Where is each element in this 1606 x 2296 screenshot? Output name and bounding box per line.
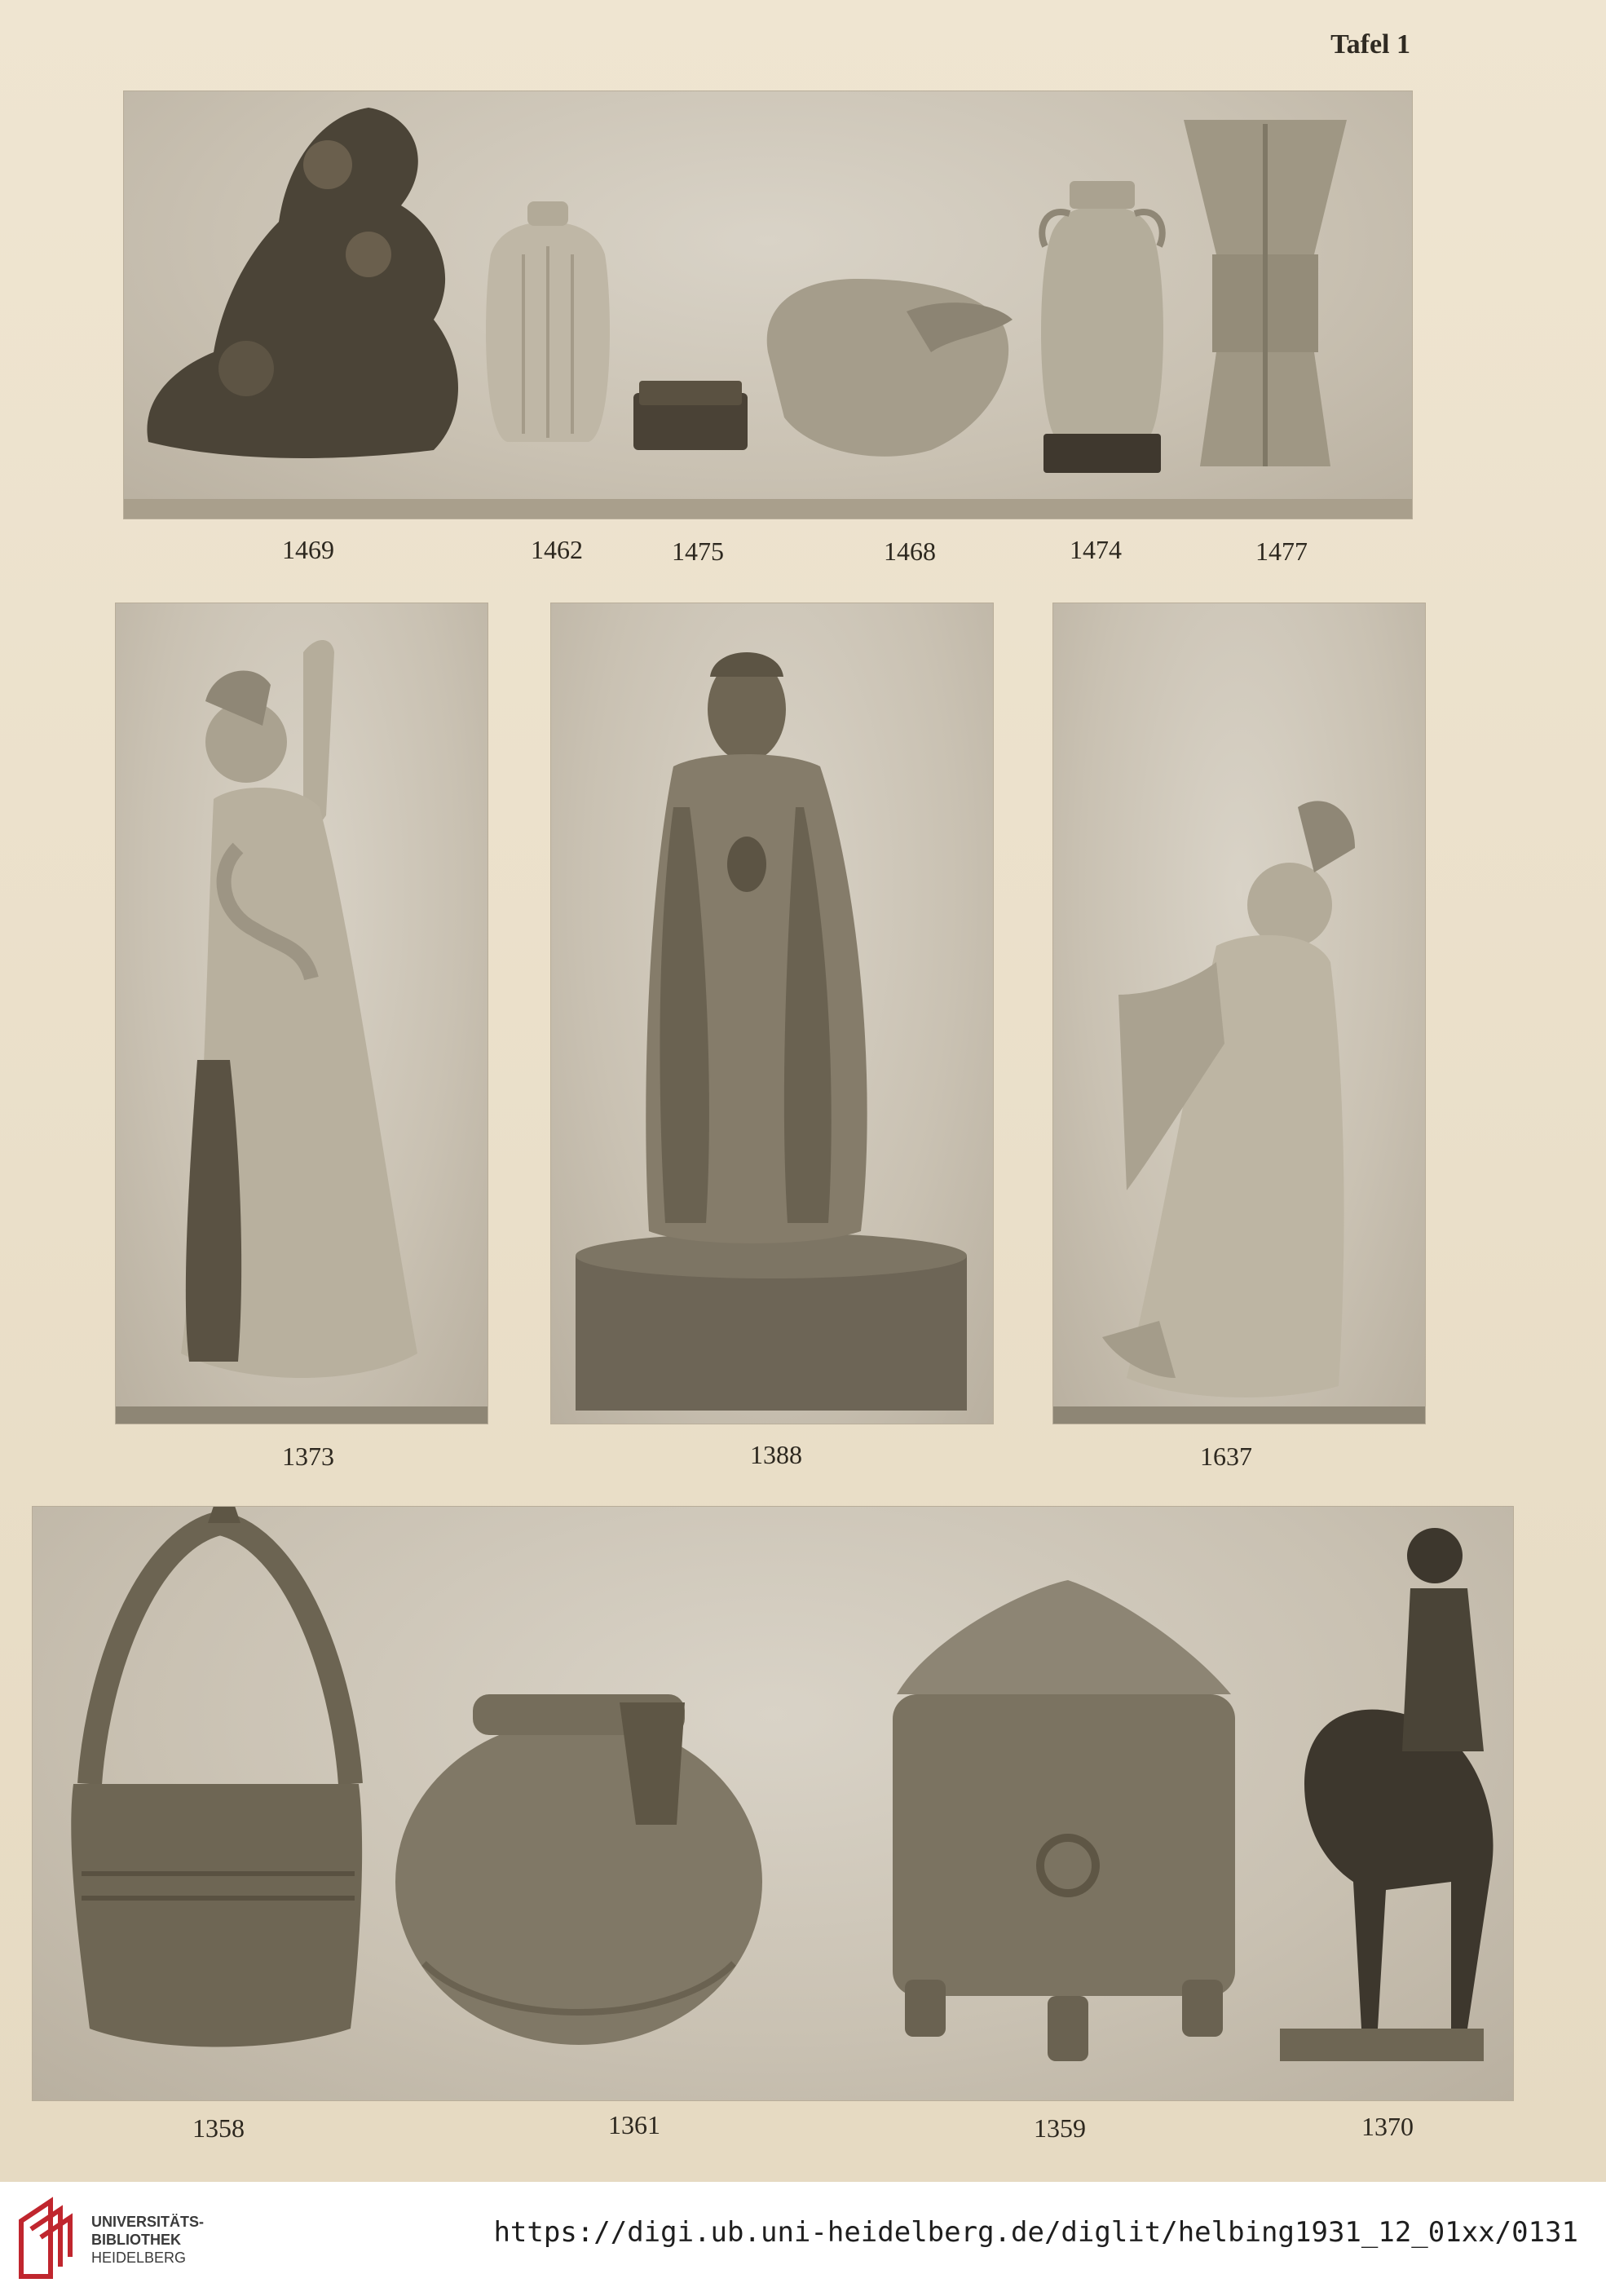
photo-row-3 [33, 1507, 1513, 2100]
horse-and-rider-1370 [1280, 1528, 1493, 2061]
standing-figure-1388 [551, 603, 993, 1424]
jar-1361 [395, 1694, 762, 2045]
library-footer [0, 2182, 1606, 2296]
caption-1358: 1358 [192, 2113, 245, 2143]
caption-1359: 1359 [1034, 2113, 1086, 2143]
caption-1370: 1370 [1361, 2112, 1414, 2141]
objects-row-3-illustration [33, 1507, 1513, 2100]
handled-vessel-1358 [71, 1507, 362, 2047]
caption-1462: 1462 [531, 535, 583, 564]
caption-1388: 1388 [750, 1440, 802, 1469]
library-name[interactable] [91, 2213, 204, 2267]
caption-1637: 1637 [1200, 1442, 1252, 1471]
tripod-container-1359 [893, 1580, 1235, 2061]
photo-1388 [551, 603, 993, 1424]
caption-1468: 1468 [884, 536, 936, 566]
library-name-line-1: UNIVERSITÄTS- [91, 2214, 205, 2230]
library-logo-icon[interactable] [18, 2197, 83, 2281]
court-lady-figure-1637 [1053, 603, 1425, 1424]
permalink-url[interactable]: https://digi.ub.uni-heidelberg.de/diglit/helbing1931_12_01xx/0131 [493, 2216, 1578, 2249]
vase-1474 [1041, 205, 1163, 434]
caption-1475: 1475 [672, 536, 724, 566]
objects-row-1-illustration [124, 91, 1412, 519]
plate-title: Tafel 1 [1330, 29, 1410, 60]
photo-1373 [116, 603, 488, 1424]
dancer-figure-1373 [116, 603, 488, 1424]
caption-1361: 1361 [608, 2110, 660, 2139]
caption-1477: 1477 [1255, 536, 1308, 566]
caption-1469: 1469 [282, 535, 334, 564]
library-name-line-3: HEIDELBERG [91, 2250, 187, 2266]
library-name-line-2: BIBLIOTHEK [91, 2232, 181, 2248]
caption-1474: 1474 [1070, 535, 1122, 564]
caption-1373: 1373 [282, 1442, 334, 1471]
carved-sculpture-1469 [147, 108, 458, 458]
photo-1637 [1053, 603, 1425, 1424]
photo-row-1 [124, 91, 1412, 519]
